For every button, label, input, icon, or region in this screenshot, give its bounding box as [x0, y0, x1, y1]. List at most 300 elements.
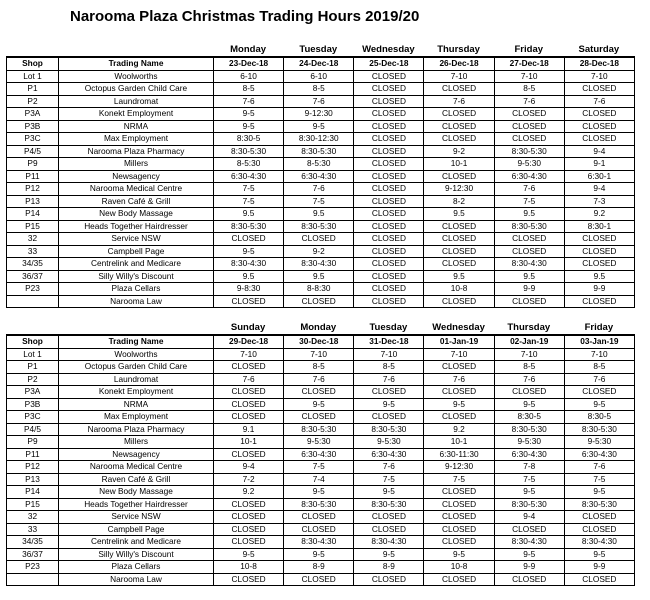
hours-cell: CLOSED	[284, 573, 354, 586]
table-row	[7, 245, 635, 258]
hours-cell: 9-1	[564, 158, 634, 171]
hours-cell: 7-5	[284, 461, 354, 474]
trading-name: Woolworths	[59, 70, 214, 83]
hours-cell: 6:30-4:30	[494, 448, 564, 461]
hours-cell: CLOSED	[354, 220, 424, 233]
table-row	[7, 561, 635, 574]
hours-cell: 7-6	[494, 373, 564, 386]
hours-cell: CLOSED	[564, 386, 634, 399]
hours-cell: CLOSED	[214, 233, 284, 246]
hours-cell: CLOSED	[424, 245, 494, 258]
hours-cell: CLOSED	[494, 523, 564, 536]
hours-cell: CLOSED	[284, 523, 354, 536]
hours-cell: CLOSED	[354, 258, 424, 271]
shop-number: P3C	[7, 133, 59, 146]
hours-cell: 9.5	[214, 208, 284, 221]
hours-cell: CLOSED	[424, 523, 494, 536]
table-row	[7, 498, 635, 511]
date-column-header: 31-Dec-18	[354, 335, 424, 348]
hours-cell: 9-5	[424, 548, 494, 561]
shop-number: P4/5	[7, 145, 59, 158]
day-name: Wednesday	[362, 44, 415, 55]
trading-name: Narooma Law	[59, 573, 214, 586]
hours-cell: 7-6	[494, 183, 564, 196]
hours-cell: CLOSED	[214, 448, 284, 461]
trading-name: Narooma Law	[59, 295, 214, 308]
hours-cell: 9-5	[494, 486, 564, 499]
day-name: Thursday	[507, 322, 551, 333]
shop-column-header: Shop	[7, 57, 59, 70]
trading-name: Narooma Plaza Pharmacy	[59, 145, 214, 158]
hours-cell: CLOSED	[424, 258, 494, 271]
hours-cell: 7-5	[214, 195, 284, 208]
shop-number: 33	[7, 245, 59, 258]
hours-cell: 8:30-12:30	[284, 133, 354, 146]
trading-name: Service NSW	[59, 233, 214, 246]
trading-name: Heads Together Hairdresser	[59, 220, 214, 233]
hours-cell: 7-10	[424, 348, 494, 361]
hours-cell: 6:30-1	[564, 170, 634, 183]
trading-name: Octopus Garden Child Care	[59, 83, 214, 96]
hours-cell: 10-8	[424, 561, 494, 574]
hours-cell: 9-9	[494, 561, 564, 574]
hours-cell: 7-4	[284, 473, 354, 486]
hours-cell: 9-12:30	[424, 461, 494, 474]
hours-cell: CLOSED	[424, 498, 494, 511]
hours-cell: CLOSED	[424, 573, 494, 586]
hours-cell: 7-6	[284, 373, 354, 386]
hours-cell: CLOSED	[354, 95, 424, 108]
date-column-header: 30-Dec-18	[284, 335, 354, 348]
table-row	[7, 523, 635, 536]
hours-cell: 9-5:30	[494, 158, 564, 171]
hours-cell: CLOSED	[214, 361, 284, 374]
hours-cell: 6:30-4:30	[564, 448, 634, 461]
hours-cell: 8:30-4:30	[214, 258, 284, 271]
hours-cell: CLOSED	[424, 361, 494, 374]
trading-name: Newsagency	[59, 170, 214, 183]
hours-cell: 9-5	[354, 548, 424, 561]
table-row	[7, 386, 635, 399]
shop-number: P4/5	[7, 423, 59, 436]
shop-number: P13	[7, 473, 59, 486]
hours-cell: 9-5	[214, 548, 284, 561]
hours-cell: CLOSED	[354, 170, 424, 183]
hours-cell: 6-10	[214, 70, 284, 83]
day-name: Tuesday	[299, 44, 338, 55]
hours-cell: 9-5	[564, 486, 634, 499]
day-header-bar	[6, 321, 634, 334]
hours-cell: 9-12:30	[284, 108, 354, 121]
trading-hours-table	[6, 334, 635, 586]
shop-number: P14	[7, 486, 59, 499]
hours-cell: 8-8:30	[284, 283, 354, 296]
hours-cell: CLOSED	[424, 486, 494, 499]
hours-cell: CLOSED	[354, 145, 424, 158]
table-row	[7, 70, 635, 83]
hours-cell: 9-4	[564, 145, 634, 158]
hours-cell: CLOSED	[494, 386, 564, 399]
hours-cell: 9-5	[214, 120, 284, 133]
trading-name: Plaza Cellars	[59, 561, 214, 574]
trading-name: Laundromat	[59, 373, 214, 386]
hours-cell: 9-8:30	[214, 283, 284, 296]
hours-cell: CLOSED	[214, 511, 284, 524]
hours-cell: CLOSED	[564, 108, 634, 121]
table-row	[7, 270, 635, 283]
table-row	[7, 436, 635, 449]
table-row	[7, 361, 635, 374]
date-column-header: 01-Jan-19	[424, 335, 494, 348]
hours-cell: 9.5	[424, 208, 494, 221]
hours-cell: CLOSED	[354, 208, 424, 221]
shop-number: Lot 1	[7, 70, 59, 83]
trading-name: Narooma Plaza Pharmacy	[59, 423, 214, 436]
hours-cell: 7-10	[564, 70, 634, 83]
shop-number: P15	[7, 498, 59, 511]
shop-number: P3A	[7, 108, 59, 121]
shop-number: Lot 1	[7, 348, 59, 361]
hours-cell: 8-5	[214, 83, 284, 96]
hours-cell: 7-6	[214, 373, 284, 386]
hours-cell: 9-4	[214, 461, 284, 474]
table-row	[7, 448, 635, 461]
trading-name: New Body Massage	[59, 208, 214, 221]
hours-cell: 10-1	[214, 436, 284, 449]
hours-cell: 10-1	[424, 436, 494, 449]
shop-number: 34/35	[7, 258, 59, 271]
hours-cell: 7-5	[494, 473, 564, 486]
hours-cell: CLOSED	[354, 133, 424, 146]
hours-cell: CLOSED	[214, 536, 284, 549]
hours-cell: CLOSED	[354, 523, 424, 536]
trading-hours-table	[6, 56, 635, 308]
hours-cell: CLOSED	[354, 386, 424, 399]
day-name: Thursday	[437, 44, 480, 55]
hours-cell: CLOSED	[354, 295, 424, 308]
hours-cell: CLOSED	[214, 411, 284, 424]
day-name: Friday	[584, 322, 614, 333]
hours-cell: 9-5	[284, 548, 354, 561]
shop-number: P3B	[7, 120, 59, 133]
trading-name: Silly Willy's Discount	[59, 270, 214, 283]
shop-number: P2	[7, 373, 59, 386]
table-row	[7, 158, 635, 171]
trading-name: Silly Willy's Discount	[59, 548, 214, 561]
hours-cell: CLOSED	[354, 83, 424, 96]
hours-cell: 8:30-5:30	[284, 220, 354, 233]
hours-cell: CLOSED	[424, 536, 494, 549]
hours-cell: 7-6	[284, 95, 354, 108]
date-column-header: 02-Jan-19	[494, 335, 564, 348]
hours-cell: 9-2	[284, 245, 354, 258]
hours-cell: CLOSED	[214, 386, 284, 399]
hours-cell: 8:30-5:30	[214, 145, 284, 158]
hours-cell: CLOSED	[424, 295, 494, 308]
hours-cell: CLOSED	[214, 398, 284, 411]
table-row	[7, 511, 635, 524]
trading-name-column-header: Trading Name	[59, 335, 214, 348]
shop-number	[7, 295, 59, 308]
hours-cell: 8:30-5:30	[494, 220, 564, 233]
table-row	[7, 170, 635, 183]
hours-cell: CLOSED	[284, 386, 354, 399]
hours-cell: 8:30-4:30	[284, 536, 354, 549]
shop-number: P23	[7, 561, 59, 574]
shop-number: 32	[7, 511, 59, 524]
hours-cell: 6:30-4:30	[494, 170, 564, 183]
column-header-row	[7, 335, 635, 348]
hours-cell: 9.5	[564, 270, 634, 283]
hours-cell: CLOSED	[494, 295, 564, 308]
date-column-header: 28-Dec-18	[564, 57, 634, 70]
hours-cell: 7-10	[424, 70, 494, 83]
hours-cell: CLOSED	[354, 108, 424, 121]
hours-cell: 9-5	[564, 548, 634, 561]
shop-number: P12	[7, 183, 59, 196]
hours-cell: 9-5:30	[284, 436, 354, 449]
hours-cell: 7-6	[354, 461, 424, 474]
shop-number: P1	[7, 361, 59, 374]
hours-cell: CLOSED	[354, 270, 424, 283]
hours-cell: 9.2	[424, 423, 494, 436]
hours-cell: CLOSED	[424, 386, 494, 399]
hours-cell: CLOSED	[354, 283, 424, 296]
hours-cell: 7-10	[284, 348, 354, 361]
trading-name: Octopus Garden Child Care	[59, 361, 214, 374]
hours-cell: 8-5	[494, 361, 564, 374]
hours-cell: 8:30-5:30	[564, 498, 634, 511]
hours-cell: CLOSED	[424, 120, 494, 133]
trading-name: Narooma Medical Centre	[59, 183, 214, 196]
day-name: Saturday	[578, 44, 620, 55]
hours-cell: CLOSED	[494, 233, 564, 246]
shop-number: 34/35	[7, 536, 59, 549]
trading-name: Narooma Medical Centre	[59, 461, 214, 474]
hours-cell: 8:30-5:30	[354, 423, 424, 436]
hours-cell: 7-6	[564, 373, 634, 386]
hours-cell: CLOSED	[564, 258, 634, 271]
date-column-header: 03-Jan-19	[564, 335, 634, 348]
hours-cell: 6:30-4:30	[284, 170, 354, 183]
hours-cell: 9-5	[564, 398, 634, 411]
table-row	[7, 295, 635, 308]
date-column-header: 26-Dec-18	[424, 57, 494, 70]
day-header-bar	[6, 43, 634, 56]
trading-name: Newsagency	[59, 448, 214, 461]
shop-number: 36/37	[7, 270, 59, 283]
hours-cell: 7-6	[494, 95, 564, 108]
hours-cell: 9.2	[214, 486, 284, 499]
table-row	[7, 120, 635, 133]
table-row	[7, 573, 635, 586]
hours-cell: 8:30-4:30	[284, 258, 354, 271]
hours-cell: 9-5	[354, 398, 424, 411]
hours-cell: CLOSED	[494, 133, 564, 146]
hours-cell: CLOSED	[284, 411, 354, 424]
hours-cell: 9.5	[494, 208, 564, 221]
table-row	[7, 83, 635, 96]
shop-number: 33	[7, 523, 59, 536]
hours-cell: CLOSED	[424, 170, 494, 183]
hours-cell: 8:30-5	[494, 411, 564, 424]
hours-cell: 7-6	[424, 373, 494, 386]
hours-cell: 10-8	[424, 283, 494, 296]
hours-cell: 7-6	[564, 461, 634, 474]
hours-cell: 8:30-5:30	[284, 423, 354, 436]
hours-cell: 8:30-4:30	[494, 536, 564, 549]
hours-cell: 8-5	[354, 361, 424, 374]
hours-cell: 9.5	[284, 270, 354, 283]
trading-name: New Body Massage	[59, 486, 214, 499]
trading-name: Campbell Page	[59, 245, 214, 258]
hours-cell: 9-5	[284, 486, 354, 499]
table-row	[7, 283, 635, 296]
day-name: Tuesday	[369, 322, 408, 333]
table-row	[7, 461, 635, 474]
day-name: Monday	[230, 44, 267, 55]
table-row	[7, 486, 635, 499]
hours-cell: CLOSED	[564, 233, 634, 246]
hours-cell: 9.5	[494, 270, 564, 283]
hours-cell: CLOSED	[354, 183, 424, 196]
hours-cell: CLOSED	[564, 573, 634, 586]
hours-cell: 7-5	[354, 473, 424, 486]
hours-cell: 7-10	[214, 348, 284, 361]
shop-number: P1	[7, 83, 59, 96]
hours-cell: 8:30-4:30	[564, 536, 634, 549]
hours-cell: CLOSED	[494, 245, 564, 258]
hours-cell: 7-5	[284, 195, 354, 208]
hours-cell: 7-2	[214, 473, 284, 486]
hours-cell: 8-5	[284, 83, 354, 96]
hours-cell: 8-5	[284, 361, 354, 374]
table-row	[7, 373, 635, 386]
hours-cell: 8-5	[564, 361, 634, 374]
hours-cell: 8-9	[354, 561, 424, 574]
hours-cell: CLOSED	[354, 245, 424, 258]
table-row	[7, 411, 635, 424]
shop-column-header: Shop	[7, 335, 59, 348]
hours-cell: CLOSED	[424, 411, 494, 424]
hours-cell: 9-9	[564, 561, 634, 574]
table-row	[7, 348, 635, 361]
hours-cell: 7-10	[354, 348, 424, 361]
hours-cell: 9.1	[214, 423, 284, 436]
hours-cell: CLOSED	[564, 295, 634, 308]
hours-cell: 9-5	[214, 108, 284, 121]
hours-cell: 9-5	[284, 398, 354, 411]
hours-cell: CLOSED	[284, 295, 354, 308]
hours-cell: 6-10	[284, 70, 354, 83]
hours-cell: 8:30-1	[564, 220, 634, 233]
hours-cell: 7-5	[424, 473, 494, 486]
trading-name: Max Employment	[59, 133, 214, 146]
table-row	[7, 95, 635, 108]
table-row	[7, 208, 635, 221]
shop-number: P11	[7, 448, 59, 461]
hours-cell: 8:30-5:30	[494, 145, 564, 158]
hours-cell: 7-6	[214, 95, 284, 108]
trading-name: Centrelink and Medicare	[59, 536, 214, 549]
trading-name: Campbell Page	[59, 523, 214, 536]
hours-cell: 9-5	[424, 398, 494, 411]
hours-cell: 9.5	[214, 270, 284, 283]
table-row	[7, 258, 635, 271]
hours-cell: 9.5	[284, 208, 354, 221]
hours-cell: 8:30-5:30	[284, 145, 354, 158]
trading-name-column-header: Trading Name	[59, 57, 214, 70]
trading-name: NRMA	[59, 398, 214, 411]
hours-cell: CLOSED	[424, 233, 494, 246]
date-column-header: 27-Dec-18	[494, 57, 564, 70]
hours-cell: CLOSED	[424, 511, 494, 524]
hours-cell: 9-5	[494, 398, 564, 411]
table-row	[7, 183, 635, 196]
hours-cell: 8:30-5:30	[354, 498, 424, 511]
hours-cell: 7-6	[424, 95, 494, 108]
hours-cell: 7-6	[354, 373, 424, 386]
hours-cell: 9-2	[424, 145, 494, 158]
shop-number: P3B	[7, 398, 59, 411]
shop-number	[7, 573, 59, 586]
shop-number: P13	[7, 195, 59, 208]
hours-cell: 6:30-4:30	[284, 448, 354, 461]
hours-cell: CLOSED	[564, 511, 634, 524]
hours-cell: CLOSED	[214, 523, 284, 536]
hours-cell: 9-5	[214, 245, 284, 258]
hours-cell: CLOSED	[424, 83, 494, 96]
hours-cell: CLOSED	[564, 245, 634, 258]
hours-cell: 8-5:30	[284, 158, 354, 171]
hours-cell: 7-6	[564, 95, 634, 108]
table-row	[7, 133, 635, 146]
table-row	[7, 220, 635, 233]
hours-cell: CLOSED	[494, 573, 564, 586]
trading-name: Centrelink and Medicare	[59, 258, 214, 271]
table-row	[7, 473, 635, 486]
hours-cell: 9-5	[354, 486, 424, 499]
hours-cell: 9-5	[494, 548, 564, 561]
trading-name: Raven Café & Grill	[59, 195, 214, 208]
shop-number: P23	[7, 283, 59, 296]
hours-cell: 7-8	[494, 461, 564, 474]
hours-cell: CLOSED	[284, 511, 354, 524]
shop-number: P3A	[7, 386, 59, 399]
hours-cell: 9-9	[494, 283, 564, 296]
hours-cell: 9-5	[284, 120, 354, 133]
hours-cell: CLOSED	[494, 108, 564, 121]
date-column-header: 24-Dec-18	[284, 57, 354, 70]
hours-cell: CLOSED	[564, 120, 634, 133]
hours-cell: 8:30-5:30	[564, 423, 634, 436]
table-row	[7, 536, 635, 549]
trading-name: Laundromat	[59, 95, 214, 108]
hours-cell: CLOSED	[564, 83, 634, 96]
hours-cell: 7-5	[214, 183, 284, 196]
hours-cell: 6:30-4:30	[214, 170, 284, 183]
table-row	[7, 195, 635, 208]
hours-cell: 7-5	[494, 195, 564, 208]
hours-cell: 9-5:30	[354, 436, 424, 449]
trading-name: NRMA	[59, 120, 214, 133]
hours-cell: 7-3	[564, 195, 634, 208]
hours-cell: CLOSED	[214, 498, 284, 511]
hours-cell: 9-9	[564, 283, 634, 296]
hours-cell: 8-5	[494, 83, 564, 96]
hours-cell: CLOSED	[424, 220, 494, 233]
hours-cell: CLOSED	[424, 108, 494, 121]
